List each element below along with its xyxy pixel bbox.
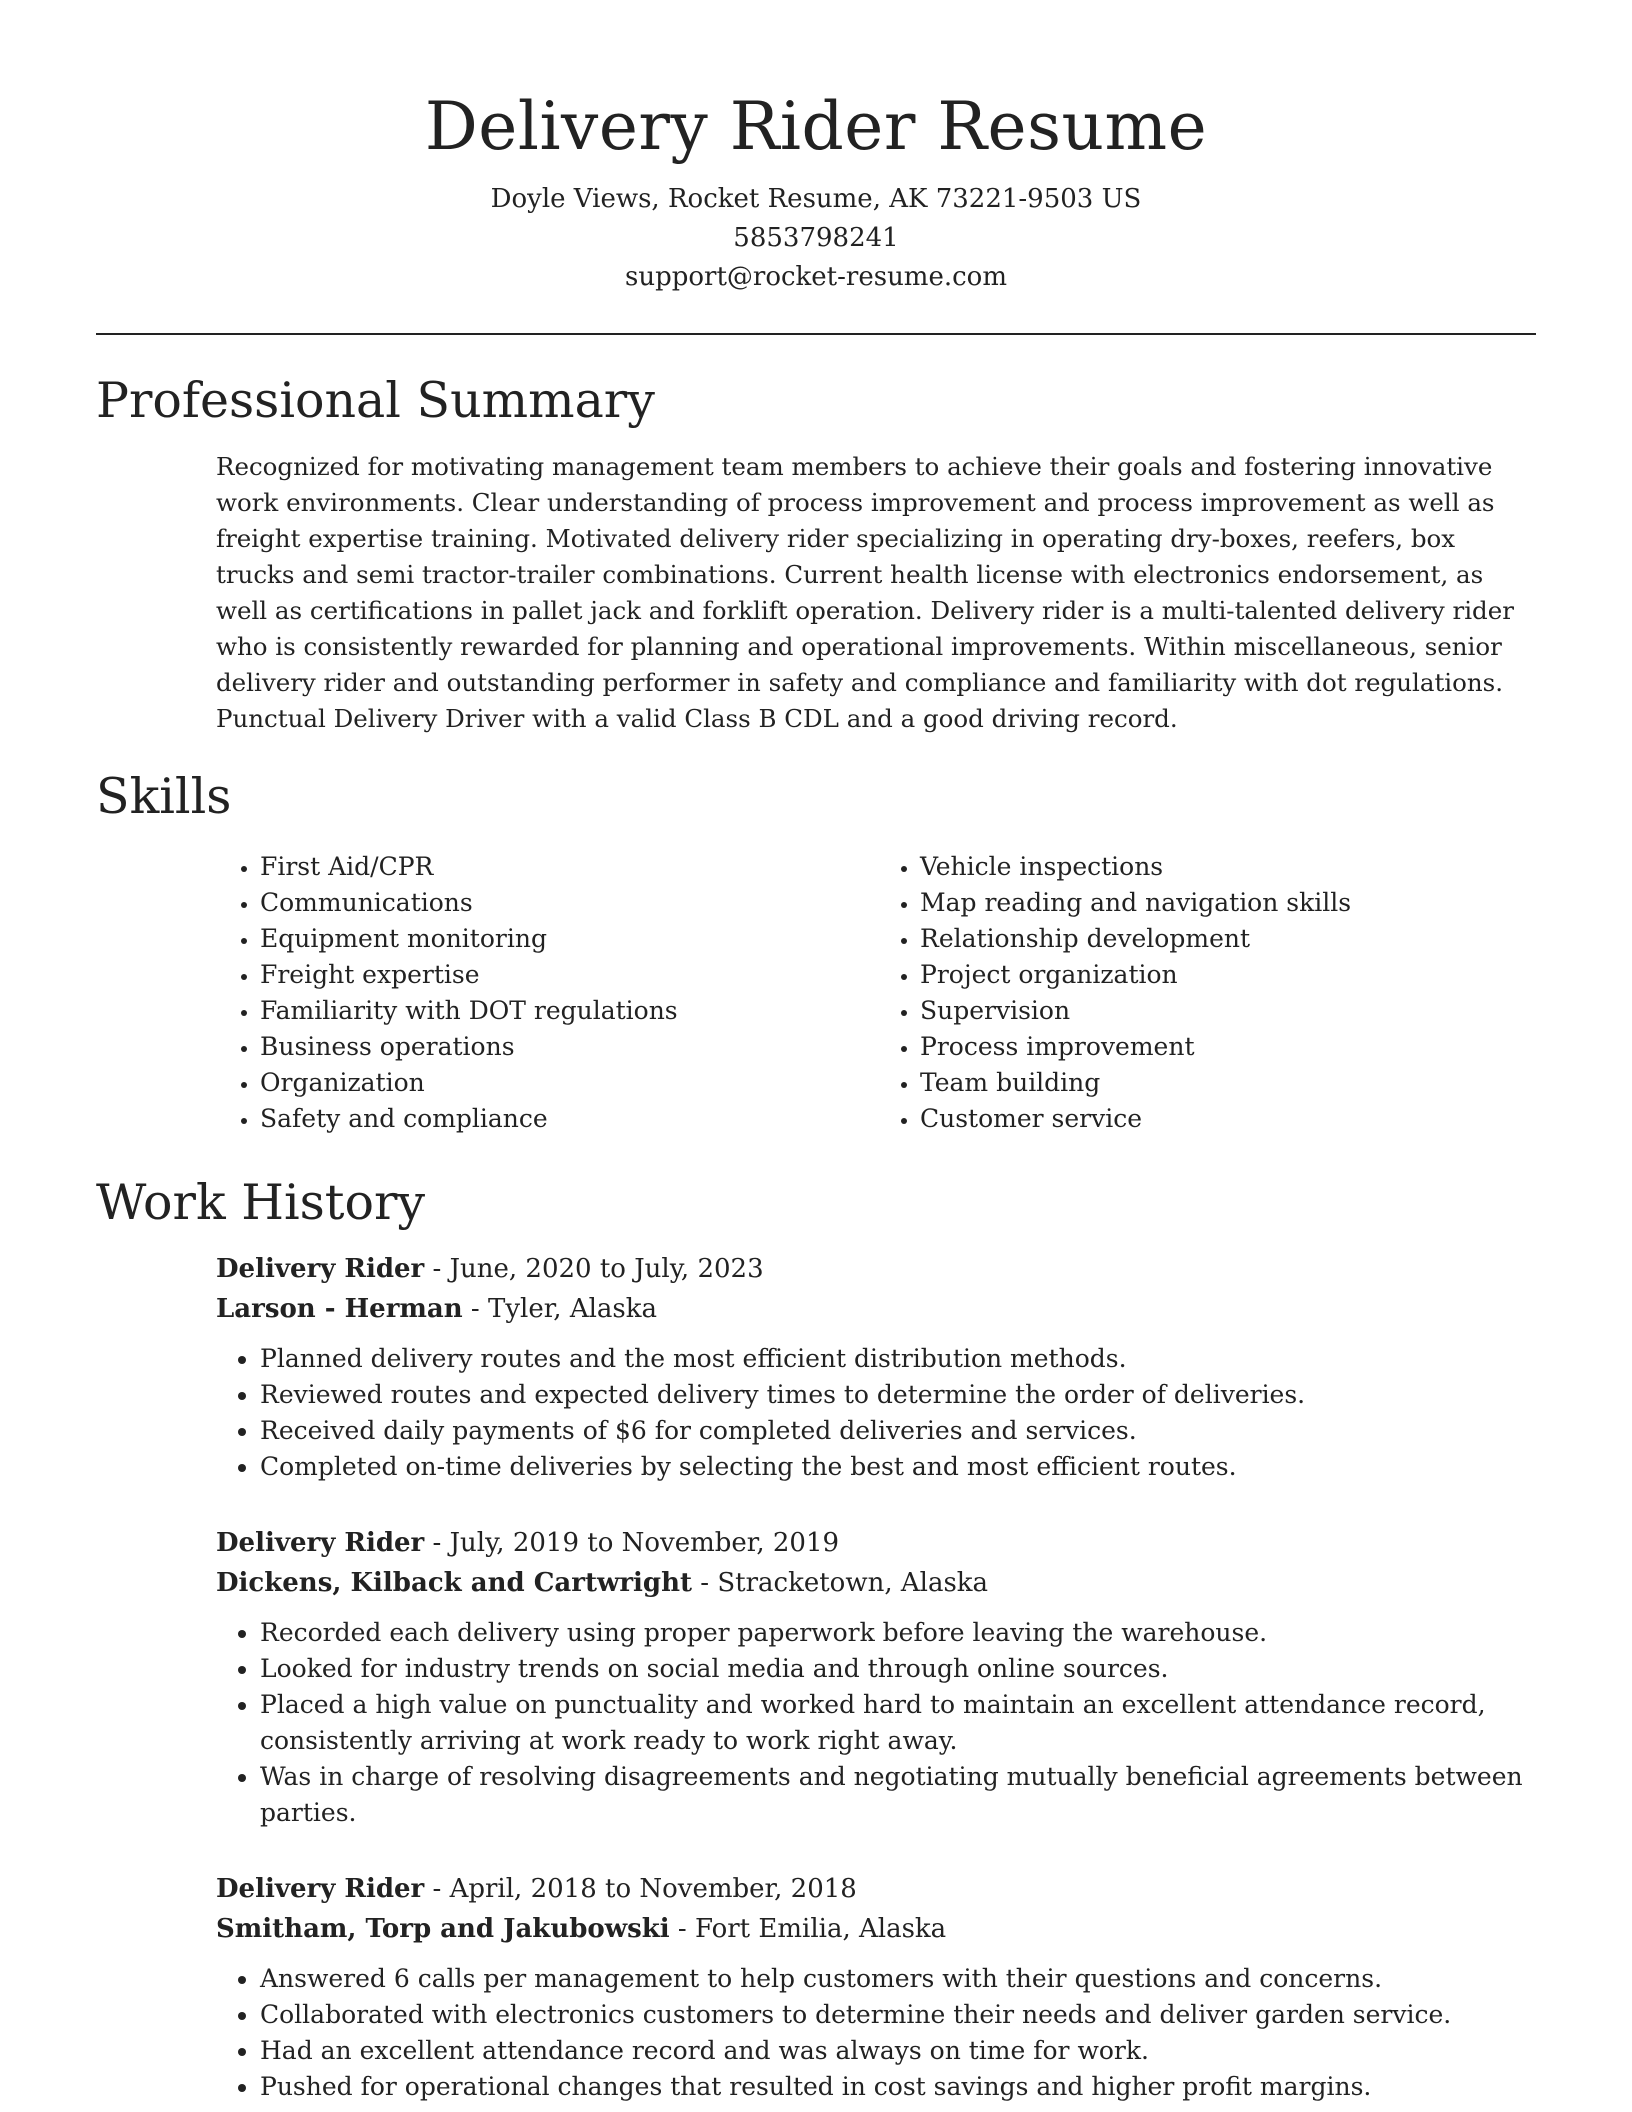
skill-item: • First Aid/CPR bbox=[260, 849, 876, 885]
summary-heading: Professional Summary bbox=[96, 372, 655, 429]
job-bullets bbox=[216, 1961, 1536, 2105]
skill-item: • Organization bbox=[260, 1065, 876, 1101]
job-company: Larson - Herman bbox=[216, 1294, 463, 1324]
job-entry bbox=[216, 1869, 1536, 2105]
skill-item: • Process improvement bbox=[920, 1029, 1536, 1065]
job-title-line bbox=[216, 1249, 1536, 1289]
job-bullet: • Pushed for operational changes that resulted in cost savings and higher profit margins. bbox=[260, 2069, 1536, 2105]
job-entry bbox=[216, 1249, 1536, 1485]
skill-item: • Customer service bbox=[920, 1101, 1536, 1137]
skill-item: • Team building bbox=[920, 1065, 1536, 1101]
job-title-line bbox=[216, 1869, 1536, 1909]
job-entry bbox=[216, 1523, 1536, 1831]
job-bullet: • Was in charge of resolving disagreements and negotiating mutually beneficial agreements between parties. bbox=[260, 1759, 1536, 1831]
job-bullet: • Recorded each delivery using proper paperwork before leaving the warehouse. bbox=[260, 1615, 1536, 1651]
summary-text: Recognized for motivating management team members to achieve their goals and fostering innovative work environments. Clear understanding of process improvement and process improvement as well as freight expertise training. Motivated delivery rider specializing in operating dry-boxes, reefers, box trucks and semi tractor-trailer combinations. Current health license with electronics endorsement, as well as certifications in pallet jack and forklift operation. Delivery rider is a multi-talented delivery rider who is consistently rewarded for planning and operational improvements. Within miscellaneous, senior delivery rider and outstanding performer in safety and compliance and familiarity with dot regulations. Punctual Delivery Driver with a valid Class B CDL and a good driving record. bbox=[216, 452, 1514, 733]
header-divider bbox=[96, 333, 1536, 335]
skill-item: • Familiarity with DOT regulations bbox=[260, 993, 876, 1029]
job-bullet: • Placed a high value on punctuality and worked hard to maintain an excellent attendance record, consistently arriving at work ready to work right away. bbox=[260, 1687, 1536, 1759]
job-location: - Fort Emilia, Alaska bbox=[669, 1914, 947, 1944]
job-location: - Stracketown, Alaska bbox=[692, 1568, 989, 1598]
job-bullet: • Received daily payments of $6 for completed deliveries and services. bbox=[260, 1413, 1536, 1449]
job-dates: - April, 2018 to November, 2018 bbox=[424, 1874, 857, 1904]
skill-item: • Business operations bbox=[260, 1029, 876, 1065]
job-bullet: • Collaborated with electronics customers to determine their needs and deliver garden service. bbox=[260, 1997, 1536, 2033]
skills-heading: Skills bbox=[96, 768, 232, 825]
skills-section bbox=[96, 765, 1536, 1137]
skill-item: • Relationship development bbox=[920, 921, 1536, 957]
contact-phone: 5853798241 bbox=[733, 223, 899, 253]
job-company-line bbox=[216, 1289, 1536, 1329]
skill-item: • Project organization bbox=[920, 957, 1536, 993]
job-company: Smitham, Torp and Jakubowski bbox=[216, 1914, 670, 1944]
job-bullet: • Answered 6 calls per management to help customers with their questions and concerns. bbox=[260, 1961, 1536, 1997]
skill-item: • Safety and compliance bbox=[260, 1101, 876, 1137]
work-history-section bbox=[96, 1171, 1536, 2105]
skill-item: • Map reading and navigation skills bbox=[920, 885, 1536, 921]
resume-header bbox=[96, 0, 1536, 297]
skill-item: • Equipment monitoring bbox=[260, 921, 876, 957]
contact-block bbox=[96, 180, 1536, 297]
skills-list-right bbox=[876, 849, 1536, 1137]
contact-email: support@rocket-resume.com bbox=[624, 262, 1007, 292]
job-bullet: • Looked for industry trends on social media and through online sources. bbox=[260, 1651, 1536, 1687]
job-bullet: • Reviewed routes and expected delivery times to determine the order of deliveries. bbox=[260, 1377, 1536, 1413]
job-title-line bbox=[216, 1523, 1536, 1563]
skill-item: • Freight expertise bbox=[260, 957, 876, 993]
job-bullet: • Had an excellent attendance record and was always on time for work. bbox=[260, 2033, 1536, 2069]
job-bullet: • Completed on-time deliveries by selecting the best and most efficient routes. bbox=[260, 1449, 1536, 1485]
job-company: Dickens, Kilback and Cartwright bbox=[216, 1568, 693, 1598]
skills-list-left bbox=[216, 849, 876, 1137]
work-history-heading: Work History bbox=[96, 1174, 426, 1231]
job-bullet: • Planned delivery routes and the most efficient distribution methods. bbox=[260, 1341, 1536, 1377]
summary-section bbox=[96, 369, 1536, 737]
job-dates: - June, 2020 to July, 2023 bbox=[424, 1254, 764, 1284]
job-location: - Tyler, Alaska bbox=[462, 1294, 658, 1324]
job-role: Delivery Rider bbox=[216, 1254, 425, 1284]
resume-title: Delivery Rider Resume bbox=[424, 88, 1208, 165]
job-company-line bbox=[216, 1909, 1536, 1949]
job-dates: - July, 2019 to November, 2019 bbox=[424, 1528, 840, 1558]
contact-address: Doyle Views, Rocket Resume, AK 73221-9503 US bbox=[490, 184, 1142, 214]
job-bullets bbox=[216, 1341, 1536, 1485]
job-role: Delivery Rider bbox=[216, 1528, 425, 1558]
skills-columns bbox=[216, 849, 1536, 1137]
skill-item: • Vehicle inspections bbox=[920, 849, 1536, 885]
job-role: Delivery Rider bbox=[216, 1874, 425, 1904]
skill-item: • Communications bbox=[260, 885, 876, 921]
skill-item: • Supervision bbox=[920, 993, 1536, 1029]
job-company-line bbox=[216, 1563, 1536, 1603]
job-bullets bbox=[216, 1615, 1536, 1831]
